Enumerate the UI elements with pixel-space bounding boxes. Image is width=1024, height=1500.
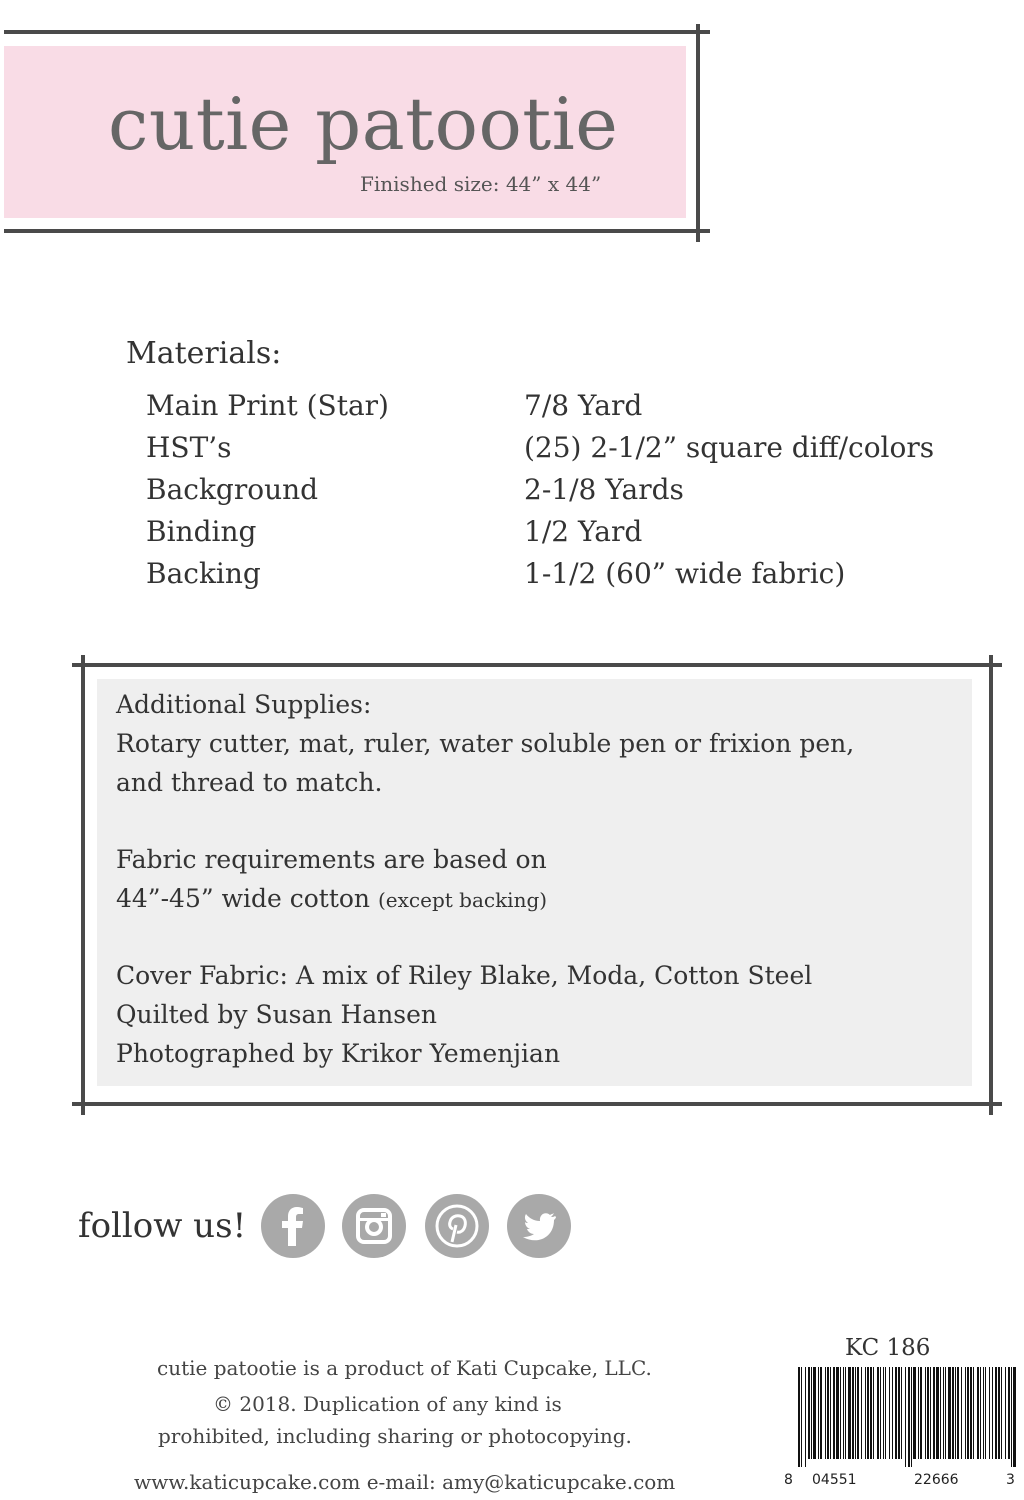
product-credit: cutie patootie is a product of Kati Cupcake, LLC.	[157, 1356, 652, 1380]
fabric-width-text: 44”-45” wide cotton	[116, 884, 371, 913]
fabric-note: (except backing)	[377, 888, 548, 912]
facebook-icon[interactable]	[261, 1194, 325, 1258]
supplies-bottom-rule	[72, 1102, 1002, 1106]
supplies-top-rule	[72, 663, 1002, 667]
barcode-digit: 8	[784, 1472, 793, 1488]
instagram-icon[interactable]	[342, 1194, 406, 1258]
fabric-requirements: Fabric requirements are based on	[116, 845, 547, 874]
barcode-digits: 04551	[812, 1472, 857, 1488]
material-item: Main Print (Star)	[146, 389, 389, 422]
copyright-notice: © 2018. Duplication of any kind is	[213, 1392, 562, 1416]
supplies-right-rule	[989, 655, 993, 1115]
fabric-width	[116, 884, 547, 913]
material-amount: 1/2 Yard	[524, 515, 643, 548]
follow-label: follow us!	[78, 1206, 247, 1246]
barcode-digit: 3	[1006, 1472, 1015, 1488]
pinterest-icon[interactable]	[425, 1194, 489, 1258]
twitter-icon[interactable]	[507, 1194, 571, 1258]
header-right-rule	[696, 24, 700, 242]
contact-info: www.katicupcake.com e-mail: amy@katicupcake.com	[134, 1470, 676, 1494]
barcode-digits: 22666	[914, 1472, 959, 1488]
quilted-by: Quilted by Susan Hansen	[116, 1000, 437, 1029]
supplies-line: Rotary cutter, mat, ruler, water soluble pen or frixion pen,	[116, 729, 855, 758]
material-item: HST’s	[146, 431, 232, 464]
header-top-rule	[4, 30, 710, 34]
supplies-line: and thread to match.	[116, 768, 383, 797]
cover-fabric: Cover Fabric: A mix of Riley Blake, Moda, Cotton Steel	[116, 961, 813, 990]
material-amount: (25) 2-1/2” square diff/colors	[524, 431, 935, 464]
finished-size: Finished size: 44” x 44”	[360, 172, 602, 196]
material-item: Backing	[146, 557, 261, 590]
supplies-left-rule	[81, 655, 85, 1115]
material-item: Binding	[146, 515, 257, 548]
page-title: cutie patootie	[108, 82, 619, 166]
barcode-bars	[796, 1367, 1020, 1467]
prohibited-notice: prohibited, including sharing or photocopying.	[158, 1424, 632, 1448]
barcode	[796, 1367, 1020, 1467]
material-item: Background	[146, 473, 319, 506]
material-amount: 1-1/2 (60” wide fabric)	[524, 557, 846, 590]
materials-heading: Materials:	[126, 336, 282, 371]
material-amount: 2-1/8 Yards	[524, 473, 684, 506]
product-code: KC 186	[845, 1335, 931, 1361]
material-amount: 7/8 Yard	[524, 389, 643, 422]
header-bottom-rule	[4, 229, 710, 233]
photographed-by: Photographed by Krikor Yemenjian	[116, 1039, 561, 1068]
supplies-heading: Additional Supplies:	[116, 690, 372, 719]
